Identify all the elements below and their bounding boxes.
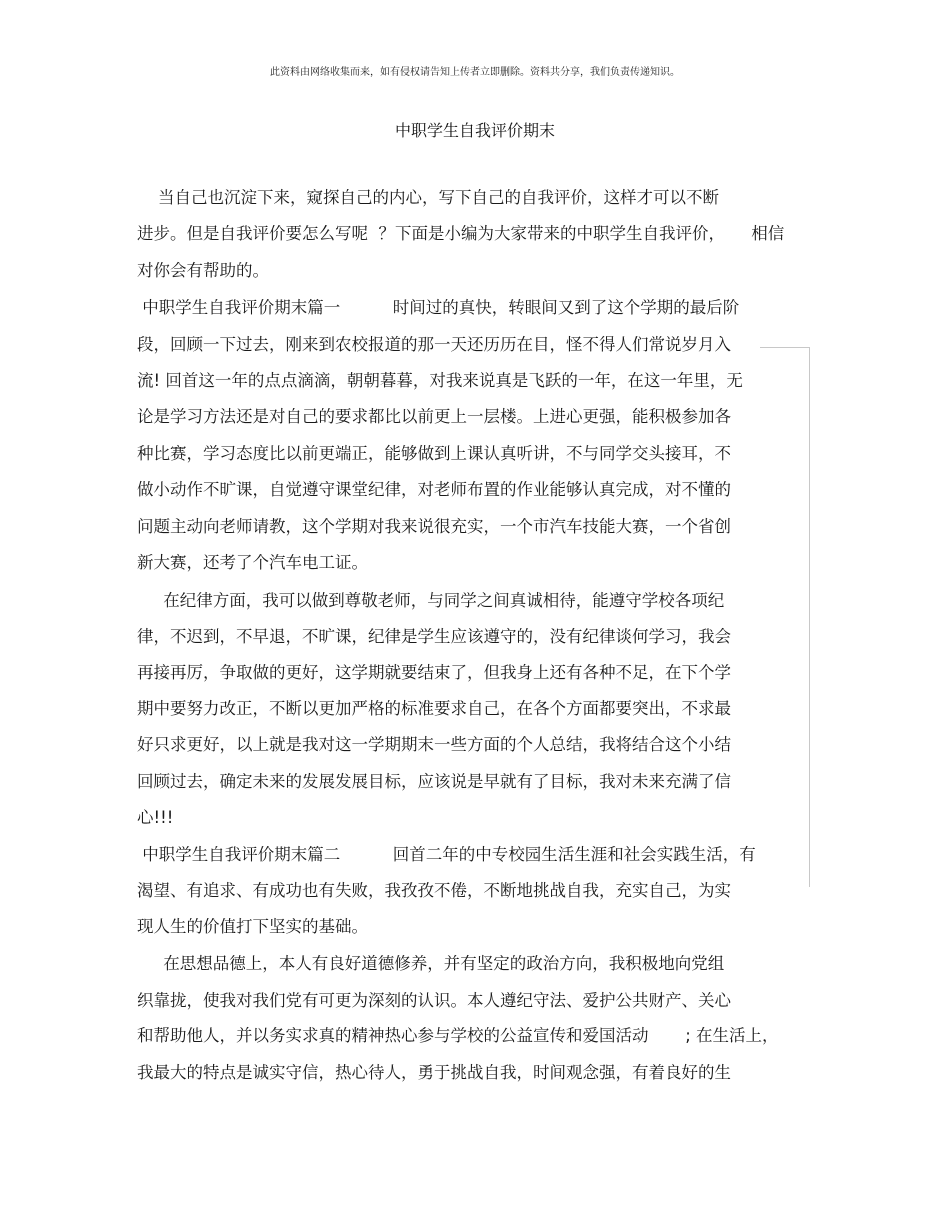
section-heading-line: 中职学生自我评价期末篇一 时间过的真快，转眼间又到了这个学期的最后阶 — [137, 298, 740, 317]
body-line: 新大赛，还考了个汽车电工证。 — [137, 553, 368, 572]
body-line: 进步。但是自我评价要怎么写呢 ？下面是小编为大家带来的中职学生自我评价， 相信 — [137, 224, 785, 243]
body-line: 段，回顾一下过去，刚来到农校报道的那一天还历历在目，怪不得人们常说岁月入 — [137, 335, 731, 354]
body-line: 织靠拢，使我对我们党有可更为深刻的认识。本人遵纪守法、爱护公共财产、关心 — [137, 991, 731, 1010]
document-title: 中职学生自我评价期末 — [394, 121, 555, 140]
body-line: 对你会有帮助的。 — [137, 261, 269, 280]
body-line: 心!!! — [137, 808, 174, 827]
body-line: 流! 回首这一年的点点滴滴，朝朝暮暮，对我来说真是飞跃的一年，在这一年里，无 — [137, 371, 743, 390]
body-line: 期中要努力改正，不断以更加严格的标准要求自己，在各个方面都要突出，不求最 — [137, 699, 731, 718]
body-line: 当自己也沉淀下来，窥探自己的内心，写下自己的自我评价，这样才可以不断 — [137, 188, 719, 207]
body-line: 渴望、有追求、有成功也有失败，我孜孜不倦，不断地挑战自我，充实自己，为实 — [137, 881, 731, 900]
copyright-notice: 此资料由网络收集而来，如有侵权请告知上传者立即删除。资料共分享，我们负责传递知识。 — [270, 67, 680, 78]
body-line: 在思想品德上，本人有良好道德修养，并有坚定的政治方向，我积极地向党组 — [137, 954, 725, 973]
margin-rule-horizontal — [760, 347, 810, 348]
section-heading-line: 中职学生自我评价期末篇二 回首二年的中专校园生活生涯和社会实践生活，有 — [137, 845, 756, 864]
body-line: 好只求更好，以上就是我对这一学期期末一些方面的个人总结，我将结合这个小结 — [137, 735, 731, 754]
body-line: 再接再厉，争取做的更好，这学期就要结束了，但我身上还有各种不足，在下个学 — [137, 663, 731, 682]
body-line: 和帮助他人，并以务实求真的精神热心参与学校的公益宣传和爱国活动 ; 在生活上， — [137, 1026, 779, 1045]
body-line: 做小动作不旷课，自觉遵守课堂纪律，对老师布置的作业能够认真完成，对不懂的 — [137, 480, 731, 499]
body-line: 问题主动向老师请教，这个学期对我来说很充实，一个市汽车技能大赛，一个省创 — [137, 517, 731, 536]
body-line: 论是学习方法还是对自己的要求都比以前更上一层楼。上进心更强，能积极参加各 — [137, 407, 731, 426]
body-line: 回顾过去，确定未来的发展发展目标，应该说是早就有了目标，我对未来充满了信 — [137, 772, 731, 791]
body-line: 种比赛，学习态度比以前更端正，能够做到上课认真听讲，不与同学交头接耳，不 — [137, 444, 731, 463]
body-line: 现人生的价值打下坚实的基础。 — [137, 917, 368, 936]
body-line: 律，不迟到，不早退，不旷课，纪律是学生应该遵守的，没有纪律谈何学习，我会 — [137, 627, 731, 646]
margin-rule-vertical — [809, 347, 810, 887]
body-line: 我最大的特点是诚实守信，热心待人，勇于挑战自我，时间观念强，有着良好的生 — [137, 1063, 731, 1082]
body-line: 在纪律方面，我可以做到尊敬老师，与同学之间真诚相待，能遵守学校各项纪 — [137, 591, 725, 610]
